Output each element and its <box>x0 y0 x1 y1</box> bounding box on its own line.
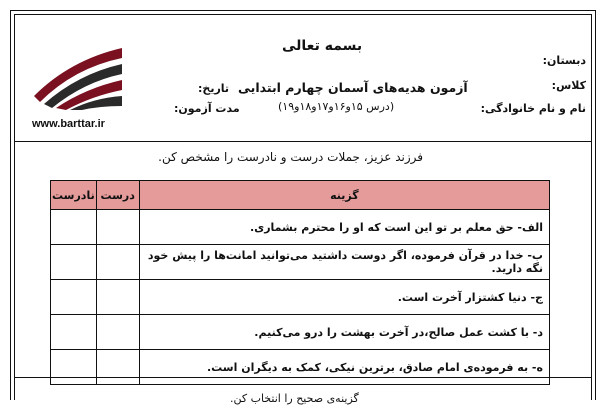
correct-answer-box[interactable] <box>96 350 139 385</box>
correct-answer-box[interactable] <box>96 315 139 350</box>
school-label: دبستان: <box>542 54 586 67</box>
incorrect-answer-box[interactable] <box>51 350 97 385</box>
incorrect-answer-box[interactable] <box>51 280 97 315</box>
incorrect-answer-box[interactable] <box>51 315 97 350</box>
student-name-label: نام و نام خانوادگی: <box>480 102 586 115</box>
exam-title: آزمون هدیه‌های آسمان چهارم ابتدایی <box>238 80 468 95</box>
instruction-text: فرزند عزیز، جملات درست و نادرست را مشخص کن. <box>158 150 423 164</box>
incorrect-answer-box[interactable] <box>51 210 97 245</box>
true-false-table <box>50 180 550 385</box>
statement-cell: ج- دنیا کشتزار آخرت است. <box>139 280 549 315</box>
option-column-header: گزینه <box>139 181 549 210</box>
correct-answer-box[interactable] <box>96 210 139 245</box>
section-divider <box>14 377 592 378</box>
statement-cell: الف- حق معلم بر تو این است که او را محترم بشماری. <box>139 210 549 245</box>
lessons-range: (درس ۱۵و۱۶و۱۷و۱۸و۱۹) <box>278 100 395 113</box>
table-row <box>51 315 550 350</box>
table-header-row <box>51 181 550 210</box>
incorrect-answer-box[interactable] <box>51 245 97 280</box>
correct-answer-box[interactable] <box>96 280 139 315</box>
table-row <box>51 210 550 245</box>
duration-label: مدت آزمون: <box>174 102 240 115</box>
next-question-text: گزینه‌ی صحیح را انتخاب کن. <box>230 392 359 405</box>
barttar-logo <box>30 40 125 110</box>
page-title: بسمه تعالی <box>282 38 363 54</box>
table-row <box>51 245 550 280</box>
table-row <box>51 280 550 315</box>
incorrect-column-header: نادرست <box>51 181 97 210</box>
table-row <box>51 350 550 385</box>
statement-cell: ب- خدا در قرآن فرموده، اگر دوست داشتید می‌توانید امانت‌ها را پیش خود نگه دارید. <box>139 245 549 280</box>
statement-cell: ه- به فرموده‌ی امام صادق، برترین نیکی، کمک به دیگران است. <box>139 350 549 385</box>
class-label: کلاس: <box>551 79 586 92</box>
correct-column-header: درست <box>96 181 139 210</box>
correct-answer-box[interactable] <box>96 245 139 280</box>
date-label: تاریخ: <box>198 82 230 95</box>
website-url: www.barttar.ir <box>32 118 105 130</box>
statement-cell: د- با کشت عمل صالح،در آخرت بهشت را درو می‌کنیم. <box>139 315 549 350</box>
